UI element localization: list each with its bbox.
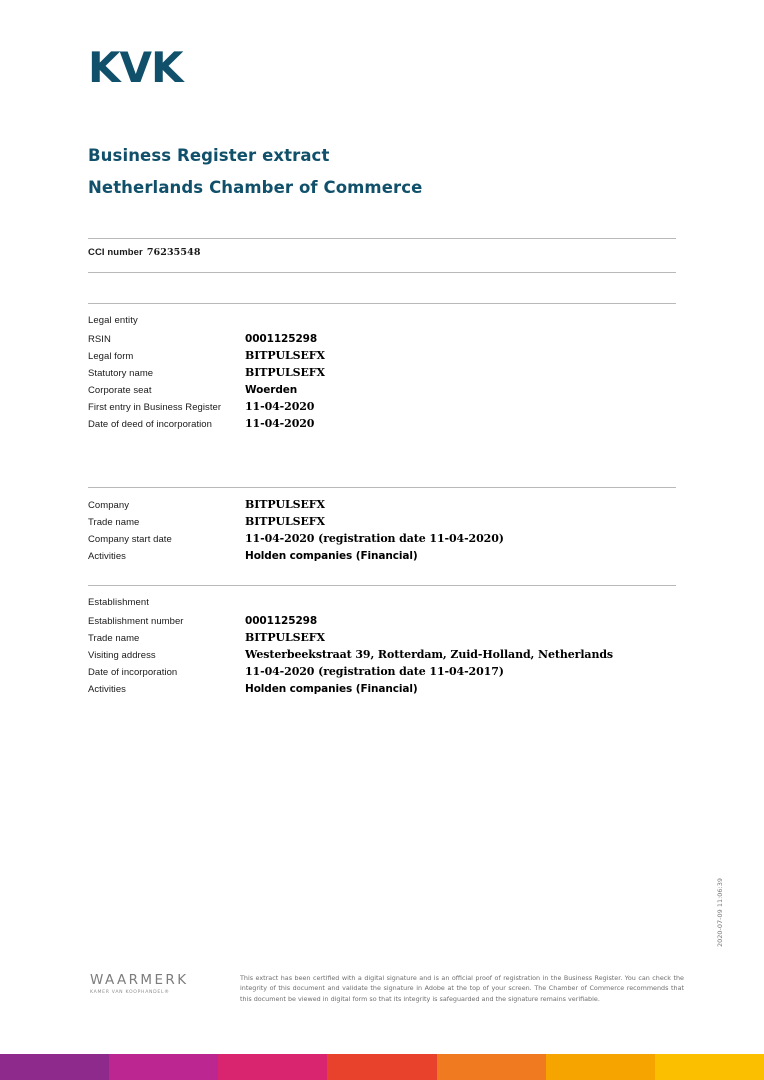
field-value-deed-date: 11-04-2020 [245,417,315,430]
field-first-entry [88,399,688,416]
field-value-company-start-date: 11-04-2020 (registration date 11-04-2020) [245,532,504,545]
field-value-establishment-activities: Holden companies (Financial) [245,683,418,695]
section-company [88,497,688,565]
cci-number-value: 76235548 [146,247,201,258]
field-label-legal-form: Legal form [88,351,134,362]
field-label-statutory-name: Statutory name [88,368,154,379]
section-legal-entity [88,315,688,433]
waarmerk-title: WAARMERK [90,972,189,988]
field-label-establishment-number: Establishment number [88,616,184,627]
kvk-logo: KVK [88,43,183,92]
field-value-statutory-name: BITPULSEFX [245,366,325,379]
field-label-company-trade-name: Trade name [88,517,140,528]
field-label-rsin: RSIN [88,334,111,345]
field-legal-form [88,348,688,365]
field-establishment-incorporation-date [88,664,688,681]
field-label-first-entry: First entry in Business Register [88,402,222,413]
divider-1 [88,238,676,239]
field-label-company-start-date: Company start date [88,534,172,545]
waarmerk-logo [90,972,220,995]
field-label-establishment-activities: Activities [88,684,126,695]
divider-2 [88,272,676,273]
field-label-visiting-address: Visiting address [88,650,156,661]
field-establishment-trade-name [88,630,688,647]
field-visiting-address [88,647,688,664]
field-value-company-activities: Holden companies (Financial) [245,550,418,562]
field-label-corporate-seat: Corporate seat [88,385,152,396]
field-value-first-entry: 11-04-2020 [245,400,315,413]
field-corporate-seat [88,382,688,399]
field-deed-date [88,416,688,433]
field-rsin [88,331,688,348]
field-value-legal-form: BITPULSEFX [245,349,325,362]
field-value-establishment-incorporation-date: 11-04-2020 (registration date 11-04-2017) [245,665,504,678]
section-heading-company: Company [88,500,130,511]
field-establishment-number [88,613,688,630]
section-heading-legal-entity: Legal entity [88,315,138,326]
field-value-company-name: BITPULSEFX [245,498,325,511]
waarmerk-subtitle: KAMER VAN KOOPHANDEL® [90,990,170,995]
cci-number-label: CCI number [88,247,143,258]
field-label-company-activities: Activities [88,551,126,562]
cci-number-row [88,247,201,258]
field-company-name [88,497,688,514]
divider-5 [88,585,676,586]
field-label-establishment-trade-name: Trade name [88,633,140,644]
field-value-visiting-address: Westerbeekstraat 39, Rotterdam, Zuid-Holland, Netherlands [245,648,614,661]
document-title [88,140,688,204]
field-label-establishment-incorporation-date: Date of incorporation [88,667,178,678]
field-value-rsin: 0001125298 [245,333,318,345]
page-title-line-1: Business Register extract [88,146,330,165]
section-establishment [88,597,688,698]
divider-3 [88,303,676,304]
field-company-activities [88,548,688,565]
field-label-deed-date: Date of deed of incorporation [88,419,212,430]
field-company-trade-name [88,514,688,531]
field-statutory-name [88,365,688,382]
field-value-establishment-trade-name: BITPULSEFX [245,631,325,644]
field-value-company-trade-name: BITPULSEFX [245,515,325,528]
section-heading-establishment: Establishment [88,597,149,608]
page-title-line-2: Netherlands Chamber of Commerce [88,178,423,198]
field-company-start-date [88,531,688,548]
side-timestamp: 2020-07-09 11:06:39 [716,877,724,947]
field-value-corporate-seat: Woerden [245,384,298,396]
bottom-color-bar [0,1054,764,1080]
field-establishment-activities [88,681,688,698]
field-value-establishment-number: 0001125298 [245,615,318,627]
divider-4 [88,487,676,488]
footer-disclaimer: This extract has been certified with a digital signature and is an official proof of registration in the Business Register. You can check the integrity of this document and validate the signature in Adobe at the top of your screen. The Chamber of Commerce recommends that this document be viewed in digital form so that its integrity is safeguarded and the signature remains verifiable. [240,974,684,1003]
